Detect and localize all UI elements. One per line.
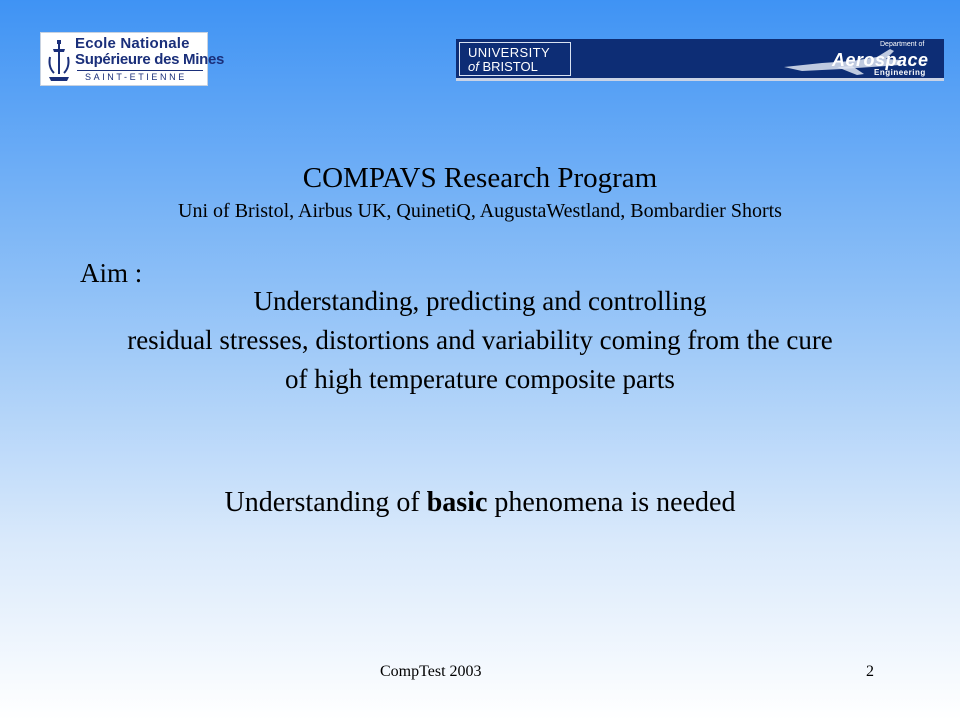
page-number: 2	[866, 663, 874, 680]
aerospace-title: Aerospace	[832, 50, 929, 70]
mines-logo	[40, 32, 225, 86]
mines-name-line1: Ecole Nationale	[75, 35, 190, 52]
program-title: COMPAVS Research Program	[302, 162, 658, 194]
bristol-of-label: of	[468, 59, 479, 74]
mines-emblem-icon	[45, 37, 73, 83]
conclusion-before: Understanding of	[224, 487, 427, 518]
aim-line-3: of high temperature composite parts	[285, 364, 675, 394]
conclusion-statement	[0, 487, 960, 519]
aim-line-2: residual stresses, distortions and variability coming from the cure	[127, 325, 833, 355]
bristol-logo	[459, 42, 571, 76]
conclusion-emphasis: basic	[426, 487, 488, 518]
mines-divider	[77, 70, 203, 71]
mines-city: SAINT-ETIENNE	[85, 72, 187, 82]
bristol-name-line	[468, 60, 538, 74]
aerospace-engineering-label: Engineering	[874, 68, 926, 77]
mines-name-line2: Supérieure des Mines	[75, 51, 225, 68]
aim-line-1: Understanding, predicting and controlling	[253, 286, 707, 316]
footer-conference: CompTest 2003	[380, 663, 482, 680]
bristol-aerospace-banner	[456, 39, 944, 81]
bristol-name-label: BRISTOL	[482, 59, 538, 74]
conclusion-after: phenomena is needed	[487, 487, 736, 518]
aim-label: Aim :	[80, 258, 143, 288]
partners-list: Uni of Bristol, Airbus UK, QuinetiQ, AugustaWestland, Bombardier Shorts	[178, 200, 782, 222]
aerospace-dept-label: Department of	[880, 41, 925, 48]
bristol-university-label: UNIVERSITY	[468, 45, 551, 60]
